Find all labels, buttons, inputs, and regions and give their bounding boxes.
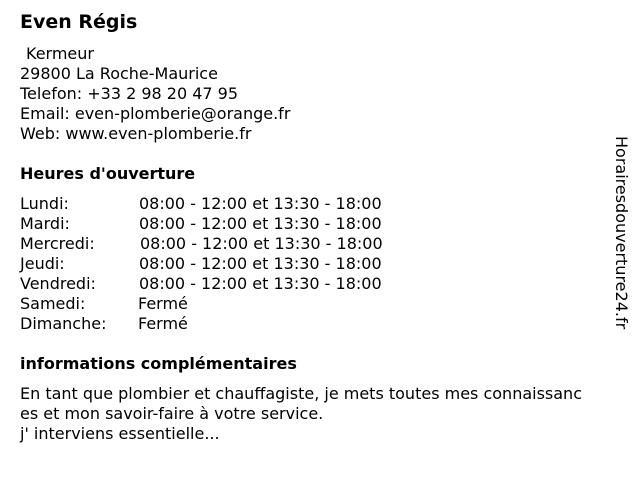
info-text-line: En tant que plombier et chauffagiste, je mets toutes mes connaissanc xyxy=(20,384,582,403)
phone-line: Telefon: +33 2 98 20 47 95 xyxy=(20,84,239,103)
email-line: Email: even-plomberie@orange.fr xyxy=(20,104,291,123)
day-label: Mercredi: xyxy=(20,234,95,253)
business-name: Even Régis xyxy=(20,11,138,33)
day-hours: 08:00 - 12:00 et 13:30 - 18:00 xyxy=(139,194,382,213)
opening-hours-heading: Heures d'ouverture xyxy=(20,164,196,183)
site-watermark: Horairesdouverture24.fr xyxy=(612,136,631,330)
additional-info-heading: informations complémentaires xyxy=(20,354,297,373)
address-city: 29800 La Roche-Maurice xyxy=(20,64,218,83)
info-text-line: j' interviens essentielle... xyxy=(20,424,220,443)
day-hours: Fermé xyxy=(138,294,188,313)
day-label: Mardi: xyxy=(20,214,70,233)
day-hours: 08:00 - 12:00 et 13:30 - 18:00 xyxy=(139,274,382,293)
day-hours: 08:00 - 12:00 et 13:30 - 18:00 xyxy=(139,254,382,273)
day-label: Jeudi: xyxy=(20,254,65,273)
additional-info-text xyxy=(20,384,630,444)
web-line: Web: www.even-plomberie.fr xyxy=(20,124,252,143)
day-label: Dimanche: xyxy=(20,314,107,333)
day-hours: 08:00 - 12:00 et 13:30 - 18:00 xyxy=(140,234,383,253)
day-hours: Fermé xyxy=(138,314,188,333)
day-label: Samedi: xyxy=(20,294,86,313)
address-street: Kermeur xyxy=(26,44,94,63)
day-label: Lundi: xyxy=(20,194,69,213)
contact-block xyxy=(20,44,290,144)
day-label: Vendredi: xyxy=(20,274,96,293)
day-hours: 08:00 - 12:00 et 13:30 - 18:00 xyxy=(139,214,382,233)
info-text-line: es et mon savoir-faire à votre service. xyxy=(20,404,324,423)
